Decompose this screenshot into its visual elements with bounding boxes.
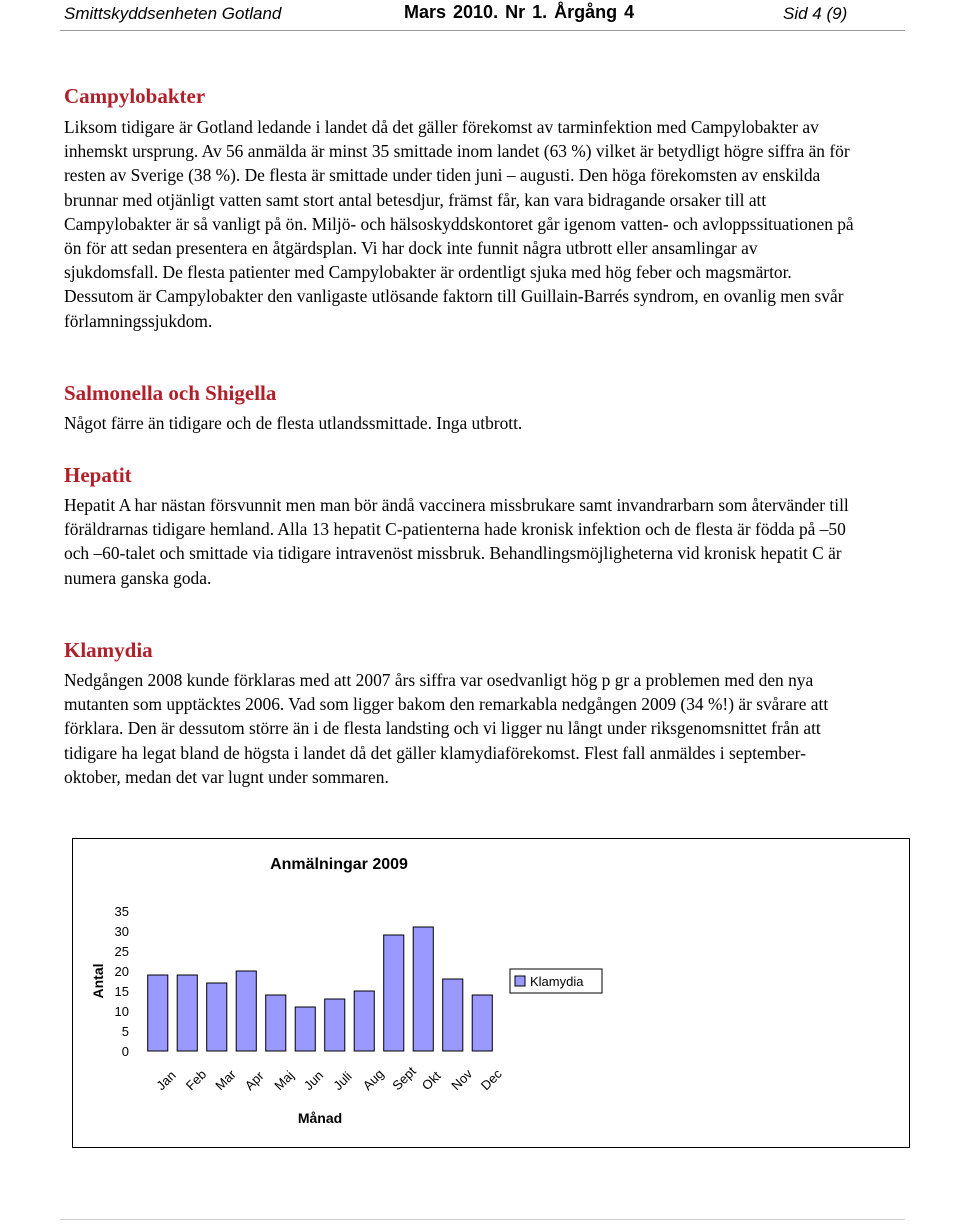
chart-container	[72, 838, 910, 1148]
x-tick-label: Dec	[477, 1066, 505, 1094]
y-tick-label: 25	[114, 944, 129, 959]
x-tick-label: Nov	[448, 1066, 476, 1094]
bar-feb	[177, 975, 197, 1051]
x-tick-label: Aug	[359, 1066, 387, 1094]
x-tick-label: Jun	[300, 1067, 327, 1094]
bar-mar	[207, 983, 227, 1051]
legend-label: Klamydia	[530, 974, 584, 989]
bar-maj	[266, 995, 286, 1051]
x-tick-label: Feb	[182, 1066, 210, 1094]
paragraph-campylobakter: Liksom tidigare är Gotland ledande i landet då det gäller förekomst av tarminfektion med Campylobakter av inhemskt ursprung. Av 56 anmälda är minst 35 smittade inom landet (63 %) vilket är betydligt högre siffra än för resten av Sverige (38 %). De flesta är smittade under tiden juni – augusti. Den höga förekomsten av enskilda brunnar med otjänligt vatten samt stort antal betesdjur, främst får, kan vara bidragande orsaker till att Campylobakter är så vanligt på ön. Miljö- och hälsoskyddskontoret går igenom vatten- och avloppssituationen på ön för att sedan presentera en åtgärdsplan. Vi har dock inte funnit några utbrott eller ansamlingar av sjukdomsfall. De flesta patienter med Campylobakter är ordentligt sjuka med hög feber och magsmärtor. Dessutom är Campylobakter den vanligaste utlösande faktorn till Guillain-Barrés syndrom, en ovanlig men svår förlamningssjukdom.	[64, 117, 854, 331]
header-organization: Smittskyddsenheten Gotland	[64, 4, 282, 23]
bar-sept	[384, 935, 404, 1051]
paragraph-klamydia: Nedgången 2008 kunde förklaras med att 2007 års siffra var osedvanligt hög p gr a problemen med den nya mutanten som upptäcktes 2006. Vad som ligger bakom den remarkabla nedgången 2009 (34 %!) är svårare att förklara. Den är dessutom större än i de flesta landsting och vi ligger nu långt under riksgenomsnittet från att tidigare ha legat bland de högsta i landet då det gäller klamydiaförekomst. Flest fall anmäldes i september-oktober, medan det var lugnt under sommaren.	[64, 670, 829, 787]
x-tick-label: Jan	[153, 1067, 179, 1094]
chart-title: Anmälningar 2009	[270, 856, 408, 873]
bar-jun	[295, 1007, 315, 1051]
paragraph-hepatit: Hepatit A har nästan försvunnit men man bör ändå vaccinera missbrukare samt invandrarbarn som återvänder till föräldrarnas tidigare hemland. Alla 13 hepatit C-patienterna hade kronisk infektion och de flesta är födda på –50 och –60-talet och smittade via tidigare intravenöst missbruk. Behandlingsmöjligheterna vid kronisk hepatit C är numera ganska goda.	[64, 495, 849, 588]
bar-dec	[472, 995, 492, 1051]
heading-hepatit: Hepatit	[64, 463, 132, 487]
y-tick-label: 0	[121, 1044, 129, 1059]
legend-swatch	[515, 976, 525, 986]
x-tick-label: Okt	[418, 1068, 444, 1094]
y-axis-label: Antal	[90, 963, 106, 999]
heading-klamydia: Klamydia	[64, 638, 153, 662]
paragraph-salmonella: Något färre än tidigare och de flesta utlandssmittade. Inga utbrott.	[64, 413, 523, 433]
y-tick-label: 35	[114, 904, 129, 919]
bar-aug	[354, 991, 374, 1051]
bar-juli	[325, 999, 345, 1051]
heading-salmonella: Salmonella och Shigella	[64, 381, 277, 405]
header-issue: Mars 2010. Nr 1. Årgång 4	[404, 2, 635, 22]
bar-apr	[236, 971, 256, 1051]
x-tick-label: Apr	[241, 1068, 267, 1094]
x-tick-label: Juli	[330, 1068, 355, 1094]
bar-nov	[443, 979, 463, 1051]
y-tick-label: 20	[114, 964, 129, 979]
page-header	[0, 0, 960, 34]
x-tick-label: Maj	[271, 1067, 297, 1094]
header-page-number: Sid 4 (9)	[783, 4, 848, 23]
y-tick-label: 10	[114, 1004, 129, 1019]
y-tick-label: 5	[121, 1024, 129, 1039]
x-tick-label: Sept	[389, 1063, 419, 1094]
header-divider	[60, 30, 905, 31]
x-axis-label: Månad	[297, 1110, 343, 1126]
footer-divider	[60, 1219, 905, 1220]
bar-chart	[73, 839, 909, 1147]
y-tick-label: 30	[114, 924, 129, 939]
x-tick-label: Mar	[212, 1066, 239, 1094]
y-tick-label: 15	[114, 984, 129, 999]
bar-okt	[413, 927, 433, 1051]
heading-campylobakter: Campylobakter	[64, 84, 206, 108]
bar-jan	[148, 975, 168, 1051]
